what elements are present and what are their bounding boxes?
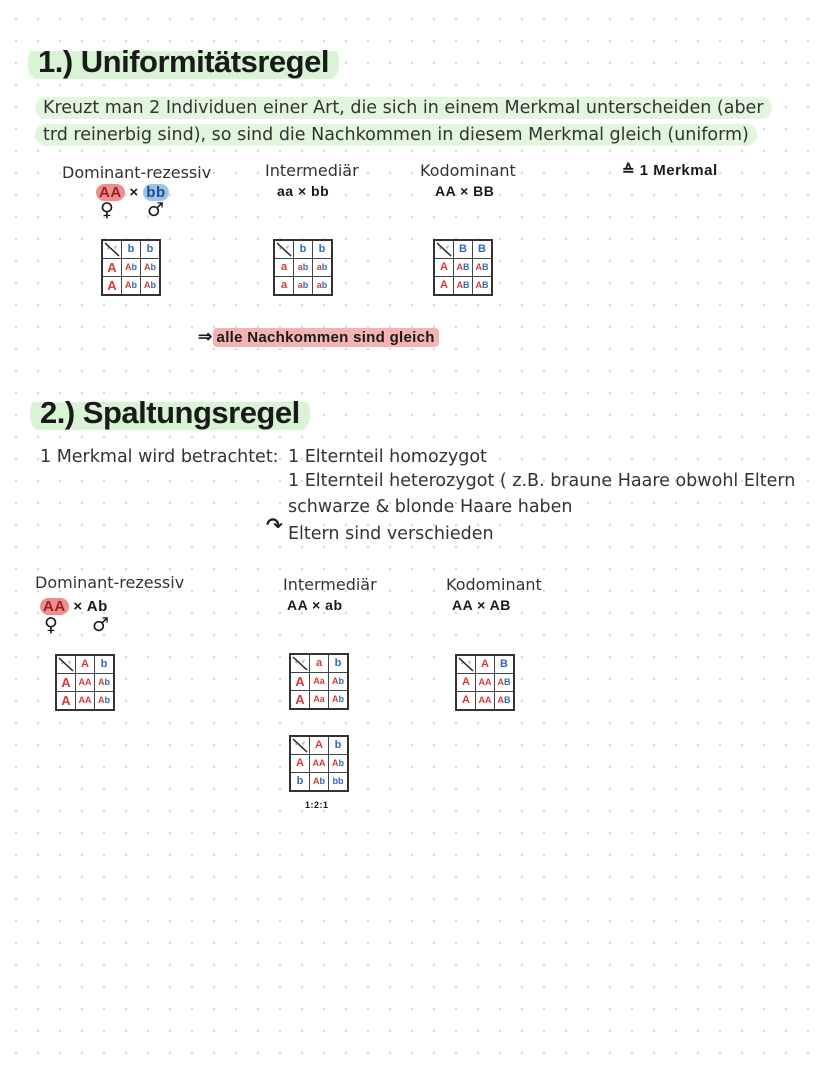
- s2-label-dominant: Dominant-rezessiv: [35, 573, 185, 592]
- s2-punnett-intermediaer-2: [289, 735, 349, 792]
- row-header-cell: A: [290, 673, 310, 691]
- row-header-cell: A: [434, 277, 454, 296]
- genotype-cell: ab: [294, 277, 313, 296]
- female-symbol: ♀: [44, 614, 58, 636]
- s2-line3: schwarze & blonde Haare haben: [288, 497, 573, 517]
- genotype-cell: AA: [476, 692, 495, 711]
- genotype-cell: Ab: [329, 691, 349, 710]
- header-cell: B: [454, 240, 473, 259]
- s2-line2: 1 Elternteil heterozygot ( z.B. braune Haare obwohl Eltern: [288, 471, 796, 491]
- s2-cross-intermediaer: AA × ab: [287, 597, 343, 613]
- header-cell: b: [141, 240, 161, 259]
- parent-aa: AA: [40, 598, 69, 615]
- genotype-cell: Ab: [141, 259, 161, 277]
- header-cell: A: [76, 655, 95, 674]
- genotype-cell: AB: [454, 259, 473, 277]
- genotype-cell: Ab: [122, 259, 141, 277]
- corner-cell: [290, 736, 310, 755]
- genotype-cell: AB: [454, 277, 473, 296]
- cross-symbol: ×: [129, 184, 139, 201]
- s1-punnett-dominant: [101, 239, 161, 296]
- svg-text:♂: ♂: [445, 245, 450, 251]
- row-header-cell: A: [56, 692, 76, 711]
- corner-cell: [102, 240, 122, 259]
- corner-cell: [274, 240, 294, 259]
- header-cell: b: [329, 654, 349, 673]
- s1-punnett-intermediaer: [273, 239, 333, 296]
- s2-cross-kodominant: AA × AB: [452, 597, 511, 613]
- svg-text:♀: ♀: [60, 661, 65, 667]
- svg-text:♂: ♂: [113, 245, 118, 251]
- row-header-cell: A: [290, 755, 310, 773]
- s2-line1: 1 Elternteil homozygot: [288, 447, 487, 467]
- row-header-cell: a: [274, 259, 294, 277]
- header-cell: b: [329, 736, 349, 755]
- genotype-cell: ab: [313, 259, 333, 277]
- s1-conclusion: [198, 327, 439, 347]
- svg-text:♂: ♂: [301, 659, 306, 665]
- row-header-cell: A: [456, 674, 476, 692]
- corner-cell: [290, 654, 310, 673]
- section1-text-line2: trd reinerbig sind), so sind die Nachkommen in diesem Merkmal gleich (uniform): [35, 124, 757, 146]
- genotype-cell: AB: [473, 259, 493, 277]
- s1-punnett-kodominant: [433, 239, 493, 296]
- s1-label-dominant: Dominant-rezessiv: [62, 163, 212, 182]
- male-symbol: ♂: [92, 614, 110, 636]
- conclusion-text: alle Nachkommen sind gleich: [213, 328, 439, 347]
- svg-text:♀: ♀: [106, 246, 111, 252]
- row-header-cell: A: [102, 277, 122, 296]
- row-header-cell: A: [102, 259, 122, 277]
- implies-arrow: ⇒: [198, 327, 213, 346]
- header-cell: B: [473, 240, 493, 259]
- genotype-cell: Aa: [310, 691, 329, 710]
- svg-text:♂: ♂: [301, 741, 306, 747]
- genotype-cell: Aa: [310, 673, 329, 691]
- svg-text:♂: ♂: [467, 660, 472, 666]
- row-header-cell: A: [56, 674, 76, 692]
- genotype-cell: AB: [495, 674, 515, 692]
- svg-text:♀: ♀: [460, 661, 465, 667]
- cross-symbol: ×: [73, 598, 83, 615]
- s1-label-kodominant: Kodominant: [420, 161, 516, 180]
- genotype-cell: AA: [476, 674, 495, 692]
- genotype-cell: ab: [294, 259, 313, 277]
- genotype-cell: AA: [76, 674, 95, 692]
- genotype-cell: AB: [473, 277, 493, 296]
- corner-cell: [434, 240, 454, 259]
- svg-text:♀: ♀: [438, 246, 443, 252]
- genotype-cell: Ab: [95, 674, 115, 692]
- s2-punnett-dominant: [55, 654, 115, 711]
- row-header-cell: A: [456, 692, 476, 711]
- section2-title: 2.) Spaltungsregel: [30, 395, 310, 433]
- s2-cross-dominant: [40, 598, 108, 615]
- svg-text:♂: ♂: [285, 245, 290, 251]
- svg-text:♀: ♀: [278, 246, 283, 252]
- header-cell: A: [310, 736, 329, 755]
- header-cell: b: [313, 240, 333, 259]
- genotype-cell: Ab: [122, 277, 141, 296]
- s1-cross-kodominant: AA × BB: [435, 183, 495, 199]
- genotype-cell: Ab: [329, 755, 349, 773]
- genotype-cell: Ab: [95, 692, 115, 711]
- genotype-cell: AA: [310, 755, 329, 773]
- s2-line-label: 1 Merkmal wird betrachtet:: [40, 447, 279, 467]
- svg-text:♀: ♀: [294, 660, 299, 666]
- header-cell: a: [310, 654, 329, 673]
- svg-text:♂: ♂: [67, 660, 72, 666]
- header-cell: A: [476, 655, 495, 674]
- genotype-cell: Ab: [141, 277, 161, 296]
- section1-title: 1.) Uniformitätsregel: [28, 44, 339, 82]
- genotype-cell: AA: [76, 692, 95, 711]
- row-header-cell: b: [290, 773, 310, 792]
- corner-cell: [456, 655, 476, 674]
- header-cell: b: [95, 655, 115, 674]
- genotype-cell: Ab: [310, 773, 329, 792]
- row-header-cell: A: [434, 259, 454, 277]
- s1-note-merkmal: ≙ 1 Merkmal: [622, 162, 718, 179]
- s1-cross-intermediaer: aa × bb: [277, 183, 330, 199]
- genotype-cell: bb: [329, 773, 349, 792]
- s1-label-intermediaer: Intermediär: [265, 161, 359, 180]
- curved-arrow-icon: ↷: [266, 513, 283, 537]
- row-header-cell: A: [290, 691, 310, 710]
- s2-punnett-intermediaer: [289, 653, 349, 710]
- genotype-cell: AB: [495, 692, 515, 711]
- s2-line4: Eltern sind verschieden: [288, 524, 494, 544]
- s2-ratio: 1:2:1: [305, 800, 329, 810]
- genotype-cell: Ab: [329, 673, 349, 691]
- row-header-cell: a: [274, 277, 294, 296]
- s2-label-kodominant: Kodominant: [446, 575, 542, 594]
- female-symbol: ♀: [100, 199, 114, 221]
- header-cell: b: [122, 240, 141, 259]
- header-cell: b: [294, 240, 313, 259]
- parent-bb: bb: [143, 184, 168, 201]
- parent-ab: Ab: [86, 598, 108, 615]
- genotype-cell: ab: [313, 277, 333, 296]
- s2-label-intermediaer: Intermediär: [283, 575, 377, 594]
- s2-punnett-kodominant: [455, 654, 515, 711]
- male-symbol: ♂: [147, 199, 165, 221]
- corner-cell: [56, 655, 76, 674]
- header-cell: B: [495, 655, 515, 674]
- parent-aa: AA: [96, 184, 125, 201]
- svg-text:♀: ♀: [294, 742, 299, 748]
- section1-text-line1: Kreuzt man 2 Individuen einer Art, die sich in einem Merkmal unterscheiden (aber: [35, 97, 772, 119]
